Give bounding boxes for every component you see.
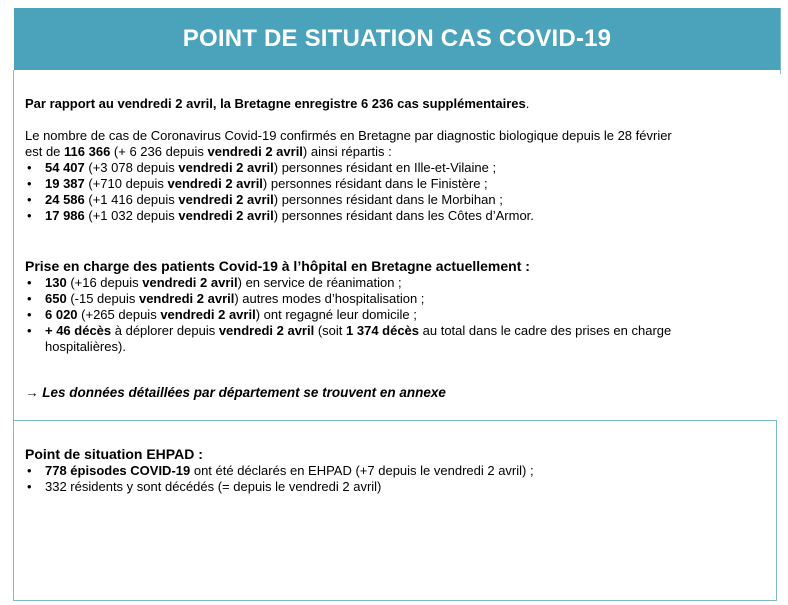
- page-title: POINT DE SITUATION CAS COVID-19: [182, 25, 612, 52]
- hospital-list: [25, 275, 775, 355]
- intro-text: Par rapport au vendredi 2 avril, la Bretagne enregistre: [25, 96, 361, 111]
- frame-border-right: [776, 420, 777, 600]
- ehpad-list: [25, 463, 775, 495]
- cases-since: vendredi 2 avril: [207, 144, 303, 159]
- frame-border-right-top: [780, 8, 781, 74]
- intro-count: 6 236: [360, 96, 394, 111]
- cases-list: [25, 160, 775, 224]
- cases-section: [25, 128, 775, 224]
- list-item-deaths: • + 46 décès à déplorer depuis vendredi 2 avril (soit 1 374 décès au total dans le cadre des prises en charge hospitalières).: [25, 323, 775, 355]
- list-item: • 54 407 (+3 078 depuis vendredi 2 avril) personnes résidant en Ille-et-Vilaine ;: [25, 160, 775, 176]
- annex-note: → Les données détaillées par département se trouvent en annexe: [25, 385, 446, 400]
- list-item: • 130 (+16 depuis vendredi 2 avril) en service de réanimation ;: [25, 275, 775, 291]
- cases-delta: (+ 6 236 depuis: [110, 144, 208, 159]
- cases-total: 116 366: [64, 144, 111, 159]
- intro-text-end: cas supplémentaires: [393, 96, 526, 111]
- list-item: • 24 586 (+1 416 depuis vendredi 2 avril) personnes résidant dans le Morbihan ;: [25, 192, 775, 208]
- cases-text: est de: [25, 144, 65, 159]
- list-item: • 778 épisodes COVID-19 ont été déclarés en EHPAD (+7 depuis le vendredi 2 avril) ;: [25, 463, 775, 479]
- list-item: • 650 (-15 depuis vendredi 2 avril) autres modes d’hospitalisation ;: [25, 291, 775, 307]
- intro-line: [25, 96, 775, 112]
- cases-line-1: Le nombre de cas de Coronavirus Covid-19 confirmés en Bretagne par diagnostic biologique depuis le 28 février: [25, 128, 672, 143]
- cases-line-2: [25, 144, 775, 160]
- list-item: • 19 387 (+710 depuis vendredi 2 avril) personnes résidant dans le Finistère ;: [25, 176, 775, 192]
- cases-text-end: ) ainsi répartis :: [302, 144, 392, 159]
- frame-border-left: [13, 70, 14, 600]
- hospital-title: Prise en charge des patients Covid-19 à l’hôpital en Bretagne actuellement :: [25, 258, 530, 274]
- list-item: • 6 020 (+265 depuis vendredi 2 avril) ont regagné leur domicile ;: [25, 307, 775, 323]
- list-item: • 332 résidents y sont décédés (= depuis le vendredi 2 avril): [25, 479, 775, 495]
- section-divider: [13, 420, 777, 421]
- ehpad-title: Point de situation EHPAD :: [25, 446, 203, 462]
- page-header: [14, 8, 780, 70]
- hospital-section: [25, 258, 775, 355]
- ehpad-section: [25, 446, 775, 495]
- list-item: • 17 986 (+1 032 depuis vendredi 2 avril) personnes résidant dans les Côtes d’Armor.: [25, 208, 775, 224]
- frame-border-bottom: [13, 600, 777, 601]
- intro-period: .: [525, 96, 530, 111]
